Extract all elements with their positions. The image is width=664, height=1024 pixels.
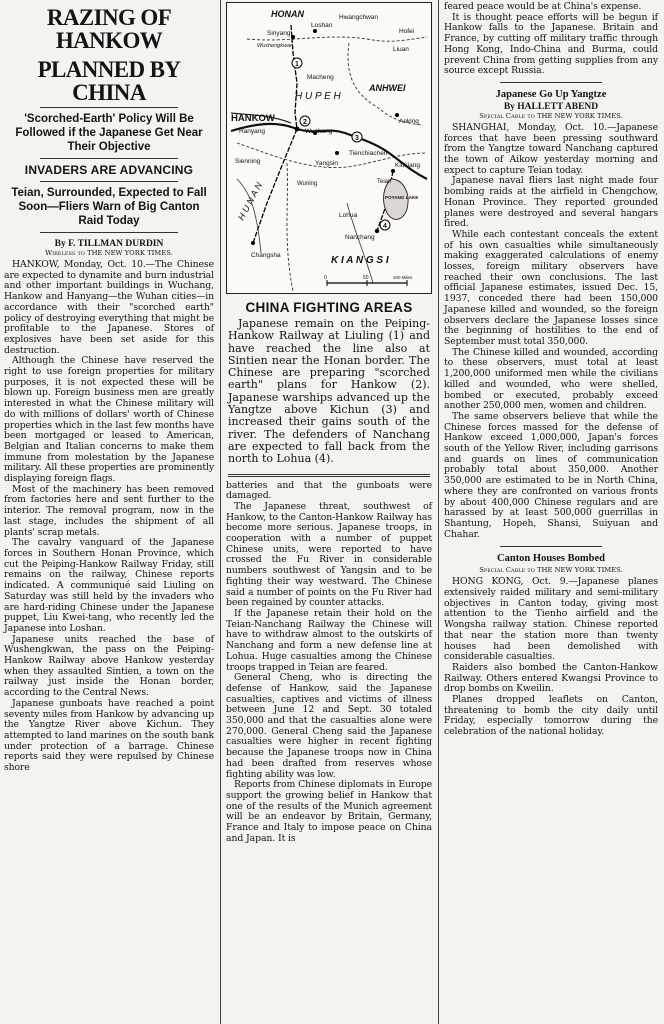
divider — [500, 546, 602, 547]
deck-1: 'Scorched-Earth' Policy Will Be Followed if the Japanese Get Near Their Objective — [15, 113, 203, 153]
label-hunan: H U N A N — [235, 180, 265, 222]
marker-3 — [352, 132, 362, 142]
wire-credit: Wireless to THE NEW YORK TIMES. — [45, 249, 173, 257]
label-hwangchwan: Hwangchwan — [339, 14, 379, 21]
city-dot — [375, 229, 379, 233]
paragraph: It is thought peace efforts will be begun if Hankow falls to the Japanese. Britain and France, by cutting off military traffic through Hong Kong, Indo-China and Burma, could prevent China from getting supplies from any source except Russia. — [444, 11, 658, 77]
city-dot — [395, 113, 399, 117]
label-liuan: Liuan — [393, 46, 409, 53]
paragraph: Japanese naval fliers last night made four bombing raids at the airfield in Chengchow, Honan Province. They reported grounded planes were destroyed and several hangars fired. — [444, 175, 658, 230]
column-1 — [0, 0, 218, 1024]
paragraph: Raiders also bombed the Canton-Hankow Railway. Others entered Kwangsi Province to drop bombs on Kweilin. — [444, 661, 658, 695]
column-rule — [220, 0, 221, 1024]
city-dot — [313, 29, 317, 33]
divider — [40, 232, 178, 233]
story3-title: Canton Houses Bombed — [497, 553, 605, 565]
label-changsha: Changsha — [251, 252, 281, 259]
column-2 — [222, 0, 436, 1024]
main-story-continued — [222, 481, 436, 845]
paragraph: Reports from Chinese diplomats in Europe support the growing belief in Hankow that one of the results of the Munich agreement will be an endeavor by Britain, Germany, France and Italy to impose peace on China and Japan. It is — [226, 779, 432, 844]
paragraph: batteries and that the gunboats were damaged. — [226, 479, 432, 502]
divider — [500, 82, 602, 83]
marker-2 — [300, 116, 310, 126]
label-hankow: HANKOW — [231, 113, 275, 124]
main-story-body — [0, 260, 218, 774]
city-dot — [335, 151, 339, 155]
label-kiukiang: Kiukiang — [395, 162, 420, 169]
marker-4 — [380, 220, 390, 230]
label-hupeh: H U P E H — [295, 91, 341, 102]
story3-body — [440, 577, 662, 738]
svg-text:0: 0 — [324, 275, 327, 281]
svg-text:4: 4 — [383, 223, 387, 230]
label-honan: HONAN — [271, 9, 304, 19]
label-nanchang: Nanchang — [345, 234, 375, 241]
label-sienning: Sienning — [235, 158, 261, 165]
label-macheng: Macheng — [307, 74, 334, 81]
paragraph: feared peace would be at China's expense. — [444, 1, 642, 12]
label-lohua: Lohua — [339, 212, 358, 219]
china-map — [226, 2, 432, 294]
label-kiangsi: K I A N G S I — [331, 255, 389, 266]
story2-body — [440, 123, 662, 540]
main-story-jump — [440, 2, 662, 77]
paragraph: General Cheng, who is directing the defense of Hankow, said the Japanese casualties, captives and victims of illness between June 12 and Sept. 30 totaled 350,000 and that the casualties alone were 270,000. General Cheng said the Japanese casualties were higher in recent fighting because the Japanese troops now in China had been drafted from reserves whose fighting ability was low. — [226, 672, 432, 780]
paragraph: SHANGHAI, Monday, Oct. 10.—Japanese forces that have been pressing southward from the Yangtze toward Nanchang captured the town of Aikow yesterday morning and expect to capture Teian today. — [444, 121, 658, 176]
label-teian: Teian — [377, 179, 392, 185]
paragraph: The Japanese threat, southwest of Hankow, to the Canton-Hankow Railway has become more serious. Japanese troops, in cooperation with a number of puppet Chinese units, were reported to have crossed the Fu River in considerable numbers southwest of Yangsin and to be fighting their way westward. The Chinese said a number of points on the Fu River had been regained by counter attacks. — [226, 500, 432, 609]
divider — [228, 474, 430, 477]
paragraph: Japanese units reached the base of Wushengkwan, the pass on the Peiping-Hankow Railway above Hankow yesterday when they assaulted Sintien, a town on the railway just inside the Honan border, according to the Central News. — [4, 633, 214, 699]
divider — [40, 181, 178, 182]
headline-line-1: RAZING OF HANKOW — [46, 5, 172, 53]
paragraph: The Chinese killed and wounded, according to these observers, must total at least 1,200,000 uniformed men while the civilians killed and wounded, who were shelled, bombed or executed, probably exceed another 250,000 men, women and children. — [444, 346, 658, 412]
label-wushengkwan: Wushengkwan — [257, 43, 294, 49]
paragraph: The cavalry vanguard of the Japanese forces in Southern Honan Province, which cut the Peiping-Hankow Railway Friday, still remains on the railway, Chinese reports indicated. A communiqué said Liuling on Saturday was still held by the invaders who are hard-riding Chinese under the Japanese puppet, Liu Kwei-tang, who recently led the Japanese into Loshan. — [4, 537, 214, 634]
label-wuning: Wuning — [297, 181, 318, 187]
label-anking: Anking — [399, 118, 419, 125]
label-yangsin: Yangsin — [315, 160, 339, 167]
svg-text:50: 50 — [363, 275, 369, 281]
city-dot — [291, 35, 295, 39]
svg-text:2: 2 — [303, 119, 307, 126]
story2-title: Japanese Go Up Yangtze — [495, 88, 607, 100]
paragraph: If the Japanese retain their hold on the Teian-Nanchang Railway the Chinese will have to withdraw almost to the outskirts of Nanchang and form a new defense line at Lohua. Huge casualties among the Chinese troops trapped in Teian are feared. — [226, 608, 432, 673]
paragraph: HANKOW, Monday, Oct. 10.—The Chinese are expected to dynamite and burn industrial and other important buildings in Wuchang, Hankow and Hanyang—the Wuhan cities—in accordance with their "scorched earth" policy of destroying everything that might be profitable to the Japanese. Stores of explosives have been set aside for this destruction. — [4, 259, 214, 356]
story2-wire: Special Cable to THE NEW YORK TIMES. — [479, 111, 623, 120]
city-dot — [251, 241, 255, 245]
paragraph: While each contestant conceals the extent of his own casualties while simultaneously making exaggerated calculations of enemy losses, foreign military observers have reached their own conclusions. The last official Japanese estimates, issued Dec. 15, 1937, conceded there had been 150,000 Japanese killed and wounded, so the foreign observers declare the Japanese losses since the beginning of hostilities to the end of September must total 350,000. — [444, 228, 658, 347]
story2-byline: By HALLETT ABEND — [503, 101, 599, 112]
divider — [40, 107, 178, 108]
map-caption-text: Japanese remain on the Peiping-Hankow Railway at Liuling (1) and have reached the line also at Sintien near the Honan border. The Chinese are preparing "scorched earth" plans for Hankow (2). Japanese warships advanced up the Yangtze above Kichun (3) and increased their gains south of the river. The defenders of Nanchang are expected to fall back from the north to Lohua (4). — [228, 317, 430, 466]
label-hofei: Hofei — [399, 28, 415, 35]
story3-wire: Special Cable to THE NEW YORK TIMES. — [479, 566, 623, 575]
deck-2: INVADERS ARE ADVANCING — [24, 163, 194, 177]
label-sinyang: Sinyang — [267, 30, 291, 37]
paragraph: Most of the machinery has been removed from factories here and sent further to the interior. The removal program, now in the last stage, includes the shipment of all plants' scrap metals. — [4, 483, 214, 538]
paragraph: Japanese gunboats have reached a point seventy miles from Hankow by advancing up the Yangtze River above Kichun. They attempted to land marines on the south bank under protection of a barrage. Chinese reports said they were repulsed by Chinese shore — [4, 697, 214, 774]
svg-text:3: 3 — [355, 135, 359, 142]
paragraph: The same observers believe that while the Chinese forces massed for the defense of Hankow exceed 1,000,000, Japan's forces south of the Yellow River, including garrisons and guards on lines of communication probably total about 350,000. Another 350,000 are estimated to be in North China, where they are confronted on various fronts by about 400,000 Chinese regulars and are harassed by at least 500,000 guerrillas in Shantung, Hopeh, Shansi, Suiyuan and Chahar. — [444, 410, 658, 540]
map-caption-title: CHINA FIGHTING AREAS — [245, 300, 413, 315]
column-rule — [438, 0, 439, 1024]
paragraph: Planes dropped leaflets on Canton, threatening to bomb the city daily until Friday, especially tomorrow during the celebration of the national holiday. — [444, 694, 658, 738]
label-loshan: Loshan — [311, 22, 333, 29]
label-poyang: POYANG LAKE — [385, 195, 419, 200]
city-dot — [295, 127, 300, 132]
label-hanyang: Hanyang — [239, 128, 266, 135]
svg-text:1: 1 — [295, 61, 299, 68]
headline-line-2: PLANNED BY CHINA — [37, 57, 181, 105]
label-anhwei: ANHWEI — [369, 83, 406, 93]
deck-3: Teian, Surrounded, Expected to Fall Soon—Fliers Warn of Big Canton Raid Today — [11, 187, 207, 227]
paragraph: HONG KONG, Oct. 9.—Japanese planes extensively raided military and semi-military objectives in Canton today, giving most attention to the Tienho airfield and the Wongsha railway station. Chinese reported that near the station more than twenty houses had been demolished with considerable casualties. — [444, 576, 658, 663]
city-dot — [391, 169, 395, 173]
paragraph: Although the Chinese have reserved the right to use foreign properties for military purposes, it is not expected these will be blown up. Foreign business men are greatly interested in what the Chinese military will do with millions of dollars' worth of Chinese properties which in the last few months have been mortgaged or leased to American, Belgian and Italian concerns to make them immune from molestation by the Japanese military. All these properties are prominently displaying foreign flags. — [4, 355, 214, 485]
byline: By F. TILLMAN DURDIN — [54, 239, 164, 249]
divider — [40, 158, 178, 159]
column-3 — [440, 0, 662, 1024]
label-tienchiachen: Tienchiachen — [349, 150, 388, 157]
label-wuchang: Wuchang — [305, 128, 333, 135]
svg-text:100 Miles: 100 Miles — [393, 275, 413, 280]
marker-1 — [292, 58, 302, 68]
